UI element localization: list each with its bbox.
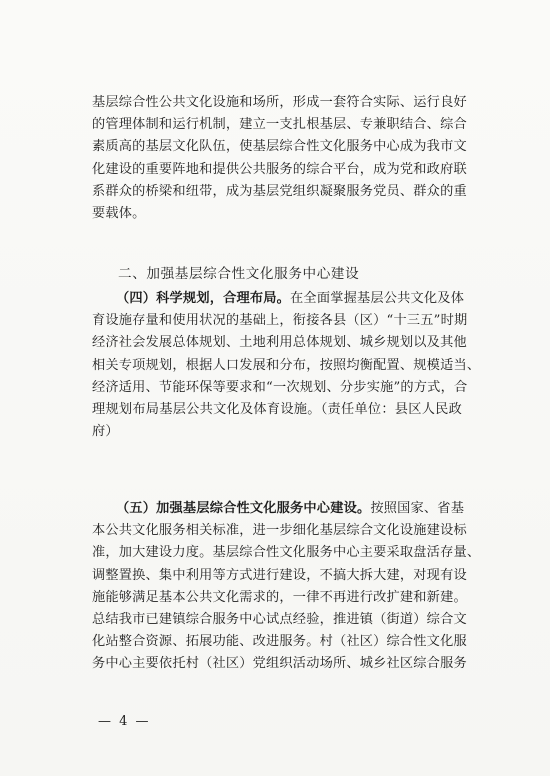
paragraph-line: 调整置换、集中利用等方式进行建设，不搞大拆大建，对现有设 bbox=[92, 567, 467, 583]
paragraph-line: 务中心主要依托村（社区）党组织活动场所、城乡社区综合服务 bbox=[92, 656, 467, 672]
paragraph-line: 基层综合性公共文化设施和场所，形成一套符合实际、运行良好 bbox=[92, 95, 467, 110]
item-4-paragraph bbox=[92, 288, 481, 443]
paragraph-line: 育设施存量和使用状况的基础上，衔接各县（区）“十三五”时期 bbox=[92, 313, 468, 329]
paragraph-line: 化站整合资源、拓展功能、改进服务。村（社区）综合性文化服 bbox=[92, 634, 467, 650]
paragraph-line: 经济社会发展总体规划、土地利用总体规划、城乡规划以及其他 bbox=[92, 335, 467, 351]
paragraph-line: 系群众的桥梁和纽带，成为基层党组织凝聚服务党员、群众的重 bbox=[92, 183, 467, 199]
paragraph-line: 总结我市已建镇综合服务中心试点经验，推进镇（街道）综合文 bbox=[92, 612, 467, 628]
paragraph-line: 素质高的基层文化队伍，使基层综合性文化服务中心成为我市文 bbox=[92, 139, 467, 155]
item-5-lead: （五）加强基层综合性文化服务中心建设。 bbox=[116, 501, 371, 516]
paragraph-line: 准，加大建设力度。基层综合性文化服务中心主要采取盘活存量、 bbox=[92, 545, 481, 561]
paragraph-line: 经济适用、节能环保等要求和“一次规划、分步实施”的方式，合 bbox=[92, 379, 468, 395]
item-5-paragraph bbox=[92, 498, 481, 676]
paragraph-line: 化建设的重要阵地和提供公共服务的综合平台，成为党和政府联 bbox=[92, 161, 467, 177]
continuation-paragraph bbox=[92, 92, 467, 225]
paragraph-line: 施能够满足基本公共文化需求的，一律不再进行改扩建和新建。 bbox=[92, 589, 467, 605]
item-4-first-line-text: 在全面掌握基层公共文化及体 bbox=[290, 291, 465, 306]
section-heading: 二、加强基层综合性文化服务中心建设 bbox=[118, 266, 360, 282]
paragraph-line: 理规划布局基层公共文化及体育设施。（责任单位：县区人民政 bbox=[92, 402, 462, 418]
paragraph-line bbox=[92, 288, 465, 310]
paragraph-line: 的管理体制和运行机制，建立一支扎根基层、专兼职结合、综合 bbox=[92, 117, 467, 133]
item-4-lead: （四）科学规划，合理布局。 bbox=[116, 291, 291, 306]
item-5-first-line-text: 按照国家、省基 bbox=[370, 501, 465, 516]
paragraph-line bbox=[92, 498, 465, 520]
paragraph-line: 相关专项规划，根据人口发展和分布，按照均衡配置、规模适当、 bbox=[92, 357, 481, 373]
paragraph-line: 本公共文化服务相关标准，进一步细化基层综合文化设施建设标 bbox=[92, 523, 467, 539]
page-number: — 4 — bbox=[98, 714, 151, 729]
paragraph-line: 府） bbox=[92, 424, 119, 440]
paragraph-line: 要载体。 bbox=[92, 206, 146, 222]
